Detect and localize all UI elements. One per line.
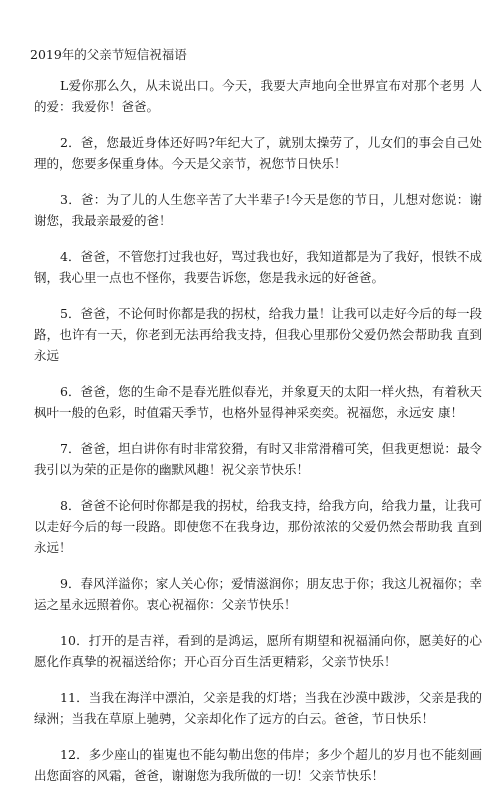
paragraph: 8．爸爸不论何时你都是我的拐杖，给我支持，给我方向，给我力量，让我可以走好今后的每一段路。即使您不在我身边，那份浓浓的父爱仍然会帮助我 直到永远！: [34, 498, 482, 555]
paragraph: 9．春风洋溢你；家人关心你；爱情滋润你；朋友忠于你；我这儿祝福你；幸运之星永远照着你。衷心祝福你：父亲节快乐！: [34, 576, 482, 612]
paragraph: 10．打开的是吉祥，看到的是鸿运，愿所有期望和祝福涌向你，愿美好的心愿化作真挚的祝福送给你；开心百分百生活更精彩，父亲节快乐！: [34, 633, 482, 669]
paragraph: 3．爸：为了儿的人生您辛苦了大半辈子!今天是您的节日，儿想对您说：谢谢您，我最亲最爱的爸！: [34, 192, 482, 228]
paragraph: 12．多少座山的崔嵬也不能勾勒出您的伟岸；多少个超儿的岁月也不能刻画出您面容的风霜，爸爸，谢谢您为我所做的一切！父亲节快乐！: [34, 747, 482, 783]
paragraph-list: [34, 75, 482, 801]
paragraph: 7．爸爸，坦白讲你有时非常狡猾，有时又非常滑稽可笑，但我更想说：最令我引以为荣的正是你的幽默风趣！祝父亲节快乐！: [34, 441, 482, 477]
paragraph: 5．爸爸，不论何时你都是我的拐杖，给我力量！让我可以走好今后的每一段路，也许有一天，你老到无法再给我支持，但我心里那份父爱仍然会帮助我 直到永远: [34, 306, 482, 363]
paragraph: L爱你那么久，从未说出口。今天，我要大声地向全世界宣布对那个老男 人的爱：我爱你！爸爸。: [34, 78, 482, 114]
paragraph: 11．当我在海洋中漂泊，父亲是我的灯塔；当我在沙漠中跋涉，父亲是我的 绿洲；当我在草原上驰骋，父亲却化作了远方的白云。爸爸，节日快乐！: [34, 690, 482, 726]
paragraph: 6．爸爸，您的生命不是春光胜似春光，并象夏天的太阳一样火热，有着秋天枫叶一般的色彩，时值霜天季节，也格外显得神采奕奕。祝福您，永远安 康！: [34, 384, 482, 420]
paragraph: 2．爸，您最近身体还好吗?年纪大了，就别太操劳了，儿女们的事会自己处理的，您要多保重身体。今天是父亲节，祝您节日快乐！: [34, 135, 482, 171]
paragraph: 4．爸爸，不管您打过我也好，骂过我也好，我知道都是为了我好，恨铁不成钢，我心里一点也不怪你，我要告诉您，您是我永远的好爸爸。: [34, 249, 482, 285]
document-title: 2019年的父亲节短信祝福语: [30, 47, 187, 62]
